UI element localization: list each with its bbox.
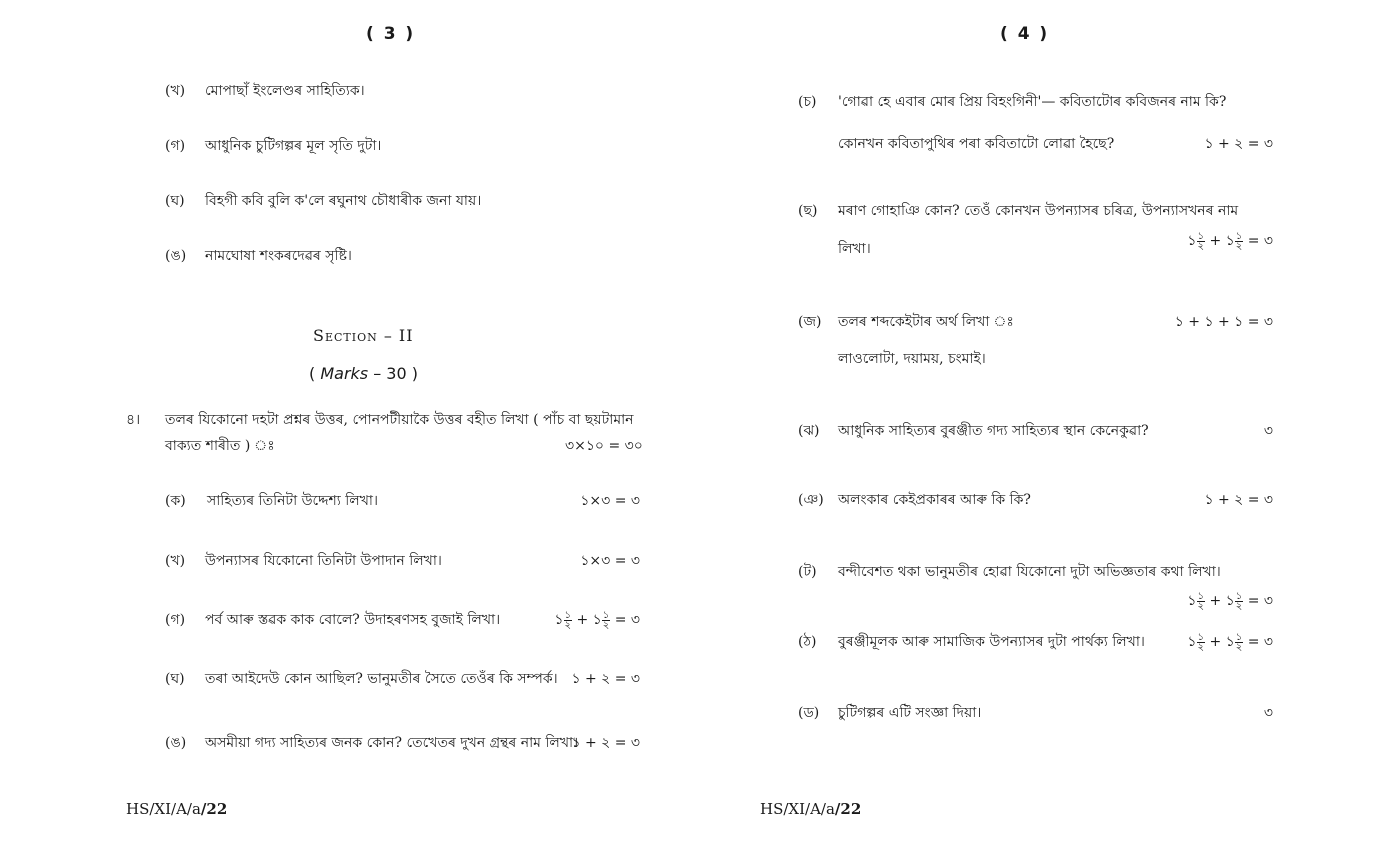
marks: ৩×১০ = ৩০ xyxy=(565,438,643,454)
marks: ১×৩ = ৩ xyxy=(580,553,640,569)
exam-page-3: ( 3 ) (খ) মোপাছাঁ ইংলেণ্ডৰ সাহিত্যিক। (গ) আধুনিক চুটিগল্পৰ মূল সৃতি দুটা। (ঘ) বিহগী কবি বুলি ক'লে ৰঘুনাথ চৌধাৰীক জনা যায়। (ঙ) নামঘোষা শংকৰদেৱৰ সৃষ্টি। Section – II ( Marks – 30 ) ৪। তলৰ যিকোনো দহটা প্ৰশ্নৰ উত্তৰ, পোনপটীয়াকৈ উত্তৰ বহীত লিখা ( পাঁচ বা ছয়টামান বাক্যত শাৰীত ) ঃ ৩×১০ = ৩০ (ক) সাহিত্যৰ তিনিটা উদ্দেশ্য লিখা। ১×৩ = ৩ (খ) উপন্যাসৰ যিকোনো তিনিটা উপাদান লিখা। ১×৩ = ৩ (গ) পৰ্ব আৰু স্তৱক কাক বোলে? উদাহৰণসহ বুজাই লিখা। ১ $\frac{১}{২}$ + ১ $\frac{১}{২}$ = ৩ (ঘ) তৰা আইদেউ কোন আছিল? ভানুমতীৰ সৈতে তেওঁৰ কি সম্পৰ্ক। ১ + ২ = ৩ (ঙ) অসমীয়া গদ্য সাহিত্যৰ জনক কোন? তেখেতৰ দুখন গ্ৰন্থৰ নাম লিখা। ১ + ২ = ৩ HS/XI/A/a/22 xyxy=(126,24,643,818)
marks: ১ + ১ + ১ = ৩ xyxy=(1174,314,1273,330)
fraction: $\frac{১}{২}$ xyxy=(1235,631,1243,653)
marks: ১ + ২ = ৩ xyxy=(1204,136,1273,152)
fraction: $\frac{১}{২}$ xyxy=(564,609,572,631)
fraction: $\frac{১}{২}$ xyxy=(1197,590,1205,612)
page-number: ( 3 ) xyxy=(366,24,416,44)
fraction: $\frac{১}{২}$ xyxy=(1235,230,1243,252)
marks: ১ + ২ = ৩ xyxy=(571,671,640,687)
marks: ১ $\frac{১}{২}$ + ১ $\frac{১}{২}$ = ৩ xyxy=(1187,230,1273,252)
fraction: $\frac{১}{২}$ xyxy=(1197,631,1205,653)
page-number: ( 4 ) xyxy=(1000,24,1050,44)
marks: ১×৩ = ৩ xyxy=(580,493,640,509)
footer-code: HS/XI/A/a/22 xyxy=(760,800,862,818)
fraction: $\frac{১}{২}$ xyxy=(602,609,610,631)
section-marks: ( Marks – 30 ) xyxy=(309,364,418,383)
marks: ৩ xyxy=(1263,423,1273,439)
marks: ১ $\frac{১}{২}$ + ১ $\frac{১}{২}$ = ৩ xyxy=(1187,631,1273,653)
footer-code: HS/XI/A/a/22 xyxy=(126,800,228,818)
section-title: Section – II xyxy=(313,326,414,345)
marks: ১ $\frac{১}{২}$ + ১ $\frac{১}{২}$ = ৩ xyxy=(1187,590,1273,612)
marks: ৩ xyxy=(1263,705,1273,721)
fraction: $\frac{১}{২}$ xyxy=(1235,590,1243,612)
fraction: $\frac{১}{২}$ xyxy=(1197,230,1205,252)
marks: ১ $\frac{১}{২}$ + ১ $\frac{১}{২}$ = ৩ xyxy=(554,609,640,631)
marks: ১ + ২ = ৩ xyxy=(571,735,640,751)
exam-page-4: ( 4 ) (চ) 'গোৱা হে এবাৰ মোৰ প্ৰিয় বিহংগিনী'— কবিতাটোৰ কবিজনৰ নাম কি? কোনখন কবিতাপুথিৰ পৰা কবিতাটো লোৱা হৈছে? ১ + ২ = ৩ (ছ) মৰাণ গোহাঞি কোন? তেওঁ কোনখন উপন্যাসৰ চৰিত্ৰ, উপন্যাসখনৰ নাম লিখা। ১ $\frac{১}{২}$ + ১ $\frac{১}{২}$ = ৩ (জ) তলৰ শব্দকেইটাৰ অৰ্থ লিখা ঃ ১ + ১ + ১ = ৩ লাওলোটা, দয়াময়, চংমাই। (ঝ) আধুনিক সাহিত্যৰ বুৰঞ্জীত গদ্য সাহিত্যৰ স্থান কেনেকুৱা? ৩ (ঞ) অলংকাৰ কেইপ্ৰকাৰৰ আৰু কি কি? ১ + ২ = ৩ (ট) বন্দীবেশত থকা ভানুমতীৰ হোৱা যিকোনো দুটা অভিজ্ঞতাৰ কথা লিখা। ১ $\frac{১}{২}$ + ১ $\frac{১}{২}$ = ৩ (ঠ) বুৰঞ্জীমূলক আৰু সামাজিক উপন্যাসৰ দুটা পাৰ্থক্য লিখা। ১ $\frac{১}{২}$ + ১ $\frac{১}{২}$ = ৩ (ড) চুটিগল্পৰ এটি সংজ্ঞা দিয়া। ৩ HS/XI/A/a/22 xyxy=(760,24,1273,818)
marks: ১ + ২ = ৩ xyxy=(1204,492,1273,508)
